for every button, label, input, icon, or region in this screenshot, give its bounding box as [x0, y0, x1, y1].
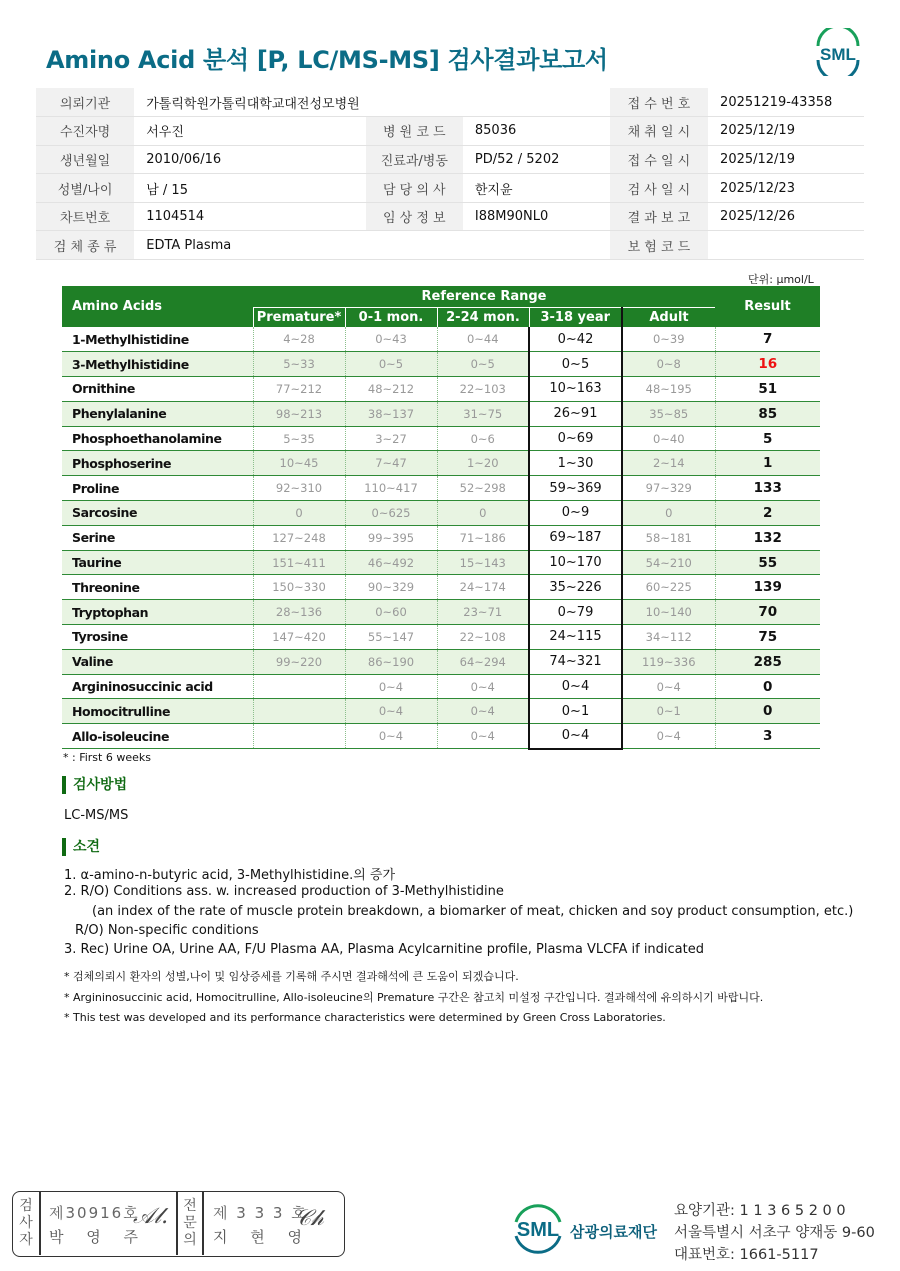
reference-range-cell: 98~213: [253, 401, 345, 426]
reference-range-cell: 69~187: [529, 525, 622, 550]
specialist-signature: 𝒞𝒽: [295, 1206, 324, 1231]
org-code: 요양기관: 1 1 3 6 5 2 0 0: [674, 1203, 846, 1219]
result-value: 139: [715, 575, 820, 600]
specialist-name: 지 현 영: [213, 1228, 312, 1246]
reference-range-cell: 1~30: [529, 451, 622, 476]
table-row: [62, 401, 820, 426]
reference-range-cell: 0~79: [529, 600, 622, 625]
footnote: * : First 6 weeks: [63, 751, 151, 764]
reference-range-cell: 10~170: [529, 550, 622, 575]
org-phone: 대표번호: 1661-5117: [674, 1247, 819, 1263]
info-label: 생년월일: [36, 145, 134, 174]
result-value: 0: [715, 674, 820, 699]
table-row: [62, 724, 820, 749]
amino-acid-name: 1-Methylhistidine: [62, 327, 253, 352]
table-row: [62, 352, 820, 377]
reference-range-cell: 0~6: [437, 426, 529, 451]
table-row: [62, 476, 820, 501]
reference-range-cell: 10~45: [253, 451, 345, 476]
info-row: [36, 202, 864, 231]
col-ref-subheader: 2-24 mon.: [437, 307, 529, 327]
reference-range-cell: 34~112: [622, 625, 715, 650]
reference-range-cell: 92~310: [253, 476, 345, 501]
reference-range-cell: 0~4: [622, 724, 715, 749]
reference-range-cell: 35~226: [529, 575, 622, 600]
reference-range-cell: 0~4: [437, 674, 529, 699]
reference-range-cell: 2~14: [622, 451, 715, 476]
amino-acid-name: 3-Methylhistidine: [62, 352, 253, 377]
info-row: [36, 145, 864, 174]
signature-box: [12, 1191, 345, 1257]
table-row: [62, 426, 820, 451]
reference-range-cell: 59~369: [529, 476, 622, 501]
table-row: [62, 699, 820, 724]
info-label: 담 당 의 사: [366, 174, 463, 203]
method-text: LC-MS/MS: [64, 808, 129, 823]
amino-acid-name: Taurine: [62, 550, 253, 575]
reference-range-cell: 0~625: [345, 501, 437, 526]
table-row: [62, 649, 820, 674]
result-value: 55: [715, 550, 820, 575]
info-label: 진료과/병동: [366, 145, 463, 174]
reference-range-cell: 7~47: [345, 451, 437, 476]
report-title: Amino Acid 분석 [P, LC/MS-MS] 검사결과보고서: [46, 46, 608, 74]
result-value: 133: [715, 476, 820, 501]
info-label: [366, 231, 463, 260]
table-row: [62, 525, 820, 550]
result-value: 51: [715, 377, 820, 402]
table-row: [62, 550, 820, 575]
method-heading: 검사방법: [62, 776, 127, 794]
table-row: [62, 377, 820, 402]
info-label: 의뢰기관: [36, 88, 134, 117]
info-value: I88M90NL0: [463, 202, 610, 231]
result-value: 75: [715, 625, 820, 650]
finding-line: 2. R/O) Conditions ass. w. increased production of 3-Methylhistidine: [64, 884, 504, 899]
info-value: [463, 231, 610, 260]
reference-range-cell: 48~212: [345, 377, 437, 402]
result-value: 16: [715, 352, 820, 377]
amino-acid-name: Phosphoserine: [62, 451, 253, 476]
reference-range-cell: [253, 724, 345, 749]
reference-range-cell: 35~85: [622, 401, 715, 426]
reference-range-cell: 0~4: [345, 674, 437, 699]
reference-range-cell: 0~1: [529, 699, 622, 724]
reference-range-cell: 0~4: [529, 674, 622, 699]
amino-acid-name: Proline: [62, 476, 253, 501]
table-row: [62, 600, 820, 625]
specialist-license: 제 3 3 3 호: [213, 1204, 308, 1222]
reference-range-cell: 0~4: [622, 674, 715, 699]
amino-acid-name: Phenylalanine: [62, 401, 253, 426]
reference-range-cell: 5~33: [253, 352, 345, 377]
reference-range-cell: 23~71: [437, 600, 529, 625]
reference-range-cell: 0~1: [622, 699, 715, 724]
reference-range-cell: 24~174: [437, 575, 529, 600]
result-value: 7: [715, 327, 820, 352]
organization-name: 삼광의료재단: [570, 1223, 657, 1241]
reference-range-cell: 46~492: [345, 550, 437, 575]
info-label: 병 원 코 드: [366, 117, 463, 146]
reference-range-cell: 0~60: [345, 600, 437, 625]
examiner-signature: 𝒜𝓁.: [133, 1204, 169, 1229]
reference-range-cell: 0~43: [345, 327, 437, 352]
note-line: * This test was developed and its performance characteristics were determined by Green Cross Laboratories.: [64, 1011, 666, 1024]
reference-range-cell: 0~69: [529, 426, 622, 451]
svg-text:SML: SML: [820, 45, 856, 64]
col-result: Result: [715, 286, 820, 327]
info-label: 접 수 일 시: [610, 145, 708, 174]
col-ref-subheader: Adult: [622, 307, 715, 327]
info-label: [366, 88, 463, 117]
info-label: 보 험 코 드: [610, 231, 708, 260]
info-row: [36, 174, 864, 203]
result-value: 132: [715, 525, 820, 550]
result-value: 5: [715, 426, 820, 451]
amino-acid-name: Phosphoethanolamine: [62, 426, 253, 451]
reference-range-cell: 147~420: [253, 625, 345, 650]
reference-range-cell: 3~27: [345, 426, 437, 451]
info-value: 2025/12/23: [708, 174, 864, 203]
reference-range-cell: 86~190: [345, 649, 437, 674]
reference-range-cell: 90~329: [345, 575, 437, 600]
reference-range-cell: 15~143: [437, 550, 529, 575]
info-value: 가톨릭학원가톨릭대학교대전성모병원: [134, 88, 366, 117]
info-value: 1104514: [134, 202, 366, 231]
reference-range-cell: 1~20: [437, 451, 529, 476]
reference-range-cell: [253, 699, 345, 724]
col-reference-range: Reference Range: [253, 286, 715, 307]
reference-range-cell: 0~39: [622, 327, 715, 352]
info-row: [36, 117, 864, 146]
result-value: 70: [715, 600, 820, 625]
note-line: * Argininosuccinic acid, Homocitrulline, Allo-isoleucine의 Premature 구간은 참고치 미설정 구간입니다. 결과해석에 유의하시기 바랍니다.: [64, 991, 764, 1004]
reference-range-cell: 60~225: [622, 575, 715, 600]
reference-range-cell: 127~248: [253, 525, 345, 550]
info-value: 20251219-43358: [708, 88, 864, 117]
reference-range-cell: 99~395: [345, 525, 437, 550]
reference-range-cell: 0~5: [529, 352, 622, 377]
result-value: 1: [715, 451, 820, 476]
reference-range-cell: 0: [622, 501, 715, 526]
amino-acid-results-table: [62, 286, 820, 750]
reference-range-cell: 48~195: [622, 377, 715, 402]
info-value: 85036: [463, 117, 610, 146]
finding-line: 1. α-amino-n-butyric acid, 3-Methylhistidine.의 증가: [64, 868, 396, 883]
info-label: 임 상 정 보: [366, 202, 463, 231]
reference-range-cell: 0: [253, 501, 345, 526]
reference-range-cell: 10~163: [529, 377, 622, 402]
reference-range-cell: 0~5: [345, 352, 437, 377]
table-row: [62, 327, 820, 352]
reference-range-cell: 0~9: [529, 501, 622, 526]
examiner-label: 검사자: [19, 1198, 33, 1248]
reference-range-cell: 0~40: [622, 426, 715, 451]
info-value: [708, 231, 864, 260]
info-label: 검 체 종 류: [36, 231, 134, 260]
info-label: 검 사 일 시: [610, 174, 708, 203]
examiner-name: 박 영 주: [49, 1228, 148, 1246]
result-value: 2: [715, 501, 820, 526]
reference-range-cell: 38~137: [345, 401, 437, 426]
result-value: 0: [715, 699, 820, 724]
reference-range-cell: 24~115: [529, 625, 622, 650]
reference-range-cell: 0~8: [622, 352, 715, 377]
reference-range-cell: 77~212: [253, 377, 345, 402]
reference-range-cell: [253, 674, 345, 699]
info-label: 수진자명: [36, 117, 134, 146]
amino-acid-name: Homocitrulline: [62, 699, 253, 724]
reference-range-cell: 52~298: [437, 476, 529, 501]
amino-acid-name: Tyrosine: [62, 625, 253, 650]
info-value: [463, 88, 610, 117]
reference-range-cell: 151~411: [253, 550, 345, 575]
col-ref-subheader: 0-1 mon.: [345, 307, 437, 327]
reference-range-cell: 58~181: [622, 525, 715, 550]
amino-acid-name: Valine: [62, 649, 253, 674]
examiner-license: 제30916호: [49, 1204, 140, 1222]
info-value: 남 / 15: [134, 174, 366, 203]
finding-line: (an index of the rate of muscle protein breakdown, a biomarker of meat, chicken and soy product consumption, etc.): [92, 904, 854, 919]
info-label: 차트번호: [36, 202, 134, 231]
info-value: 한지윤: [463, 174, 610, 203]
reference-range-cell: 0: [437, 501, 529, 526]
unit-label: 단위: μmol/L: [748, 273, 814, 286]
amino-acid-name: Argininosuccinic acid: [62, 674, 253, 699]
reference-range-cell: 26~91: [529, 401, 622, 426]
col-amino-acids: Amino Acids: [62, 286, 253, 327]
table-row: [62, 501, 820, 526]
reference-range-cell: 99~220: [253, 649, 345, 674]
info-row: [36, 231, 864, 260]
finding-line: 3. Rec) Urine OA, Urine AA, F/U Plasma AA, Plasma Acylcarnitine profile, Plasma VLCFA if indicated: [64, 942, 704, 957]
reference-range-cell: 71~186: [437, 525, 529, 550]
table-row: [62, 451, 820, 476]
result-value: 3: [715, 724, 820, 749]
reference-range-cell: 0~4: [529, 724, 622, 749]
info-value: 2010/06/16: [134, 145, 366, 174]
reference-range-cell: 0~4: [437, 724, 529, 749]
specialist-label: 전문의: [183, 1198, 197, 1248]
reference-range-cell: 150~330: [253, 575, 345, 600]
info-label: 채 취 일 시: [610, 117, 708, 146]
info-label: 성별/나이: [36, 174, 134, 203]
reference-range-cell: 31~75: [437, 401, 529, 426]
table-row: [62, 674, 820, 699]
reference-range-cell: 0~42: [529, 327, 622, 352]
table-row: [62, 625, 820, 650]
result-value: 85: [715, 401, 820, 426]
reference-range-cell: 119~336: [622, 649, 715, 674]
info-row: [36, 88, 864, 117]
amino-acid-name: Sarcosine: [62, 501, 253, 526]
info-value: EDTA Plasma: [134, 231, 366, 260]
sml-logo: [812, 28, 864, 76]
reference-range-cell: 28~136: [253, 600, 345, 625]
reference-range-cell: 0~4: [345, 699, 437, 724]
amino-acid-name: Ornithine: [62, 377, 253, 402]
col-ref-subheader: 3-18 year: [529, 307, 622, 327]
reference-range-cell: 0~4: [437, 699, 529, 724]
result-value: 285: [715, 649, 820, 674]
reference-range-cell: 0~44: [437, 327, 529, 352]
patient-info-table: [36, 88, 864, 260]
reference-range-cell: 4~28: [253, 327, 345, 352]
reference-range-cell: 22~108: [437, 625, 529, 650]
reference-range-cell: 0~4: [345, 724, 437, 749]
finding-line: R/O) Non-specific conditions: [75, 923, 259, 938]
findings-heading: 소견: [62, 838, 100, 856]
reference-range-cell: 5~35: [253, 426, 345, 451]
reference-range-cell: 0~5: [437, 352, 529, 377]
reference-range-cell: 10~140: [622, 600, 715, 625]
info-value: 2025/12/19: [708, 145, 864, 174]
reference-range-cell: 74~321: [529, 649, 622, 674]
info-label: 결 과 보 고: [610, 202, 708, 231]
org-address: 서울특별시 서초구 양재동 9-60: [674, 1225, 875, 1241]
amino-acid-name: Threonine: [62, 575, 253, 600]
info-value: 2025/12/19: [708, 117, 864, 146]
amino-acid-name: Allo-isoleucine: [62, 724, 253, 749]
reference-range-cell: 97~329: [622, 476, 715, 501]
reference-range-cell: 55~147: [345, 625, 437, 650]
amino-acid-name: Tryptophan: [62, 600, 253, 625]
col-ref-subheader: Premature*: [253, 307, 345, 327]
sml-logo-bottom: [508, 1198, 568, 1258]
reference-range-cell: 22~103: [437, 377, 529, 402]
note-line: * 검체의뢰시 환자의 성별,나이 및 임상증세를 기록해 주시면 결과해석에 큰 도움이 되겠습니다.: [64, 970, 519, 983]
amino-acid-name: Serine: [62, 525, 253, 550]
info-label: 접 수 번 호: [610, 88, 708, 117]
reference-range-cell: 54~210: [622, 550, 715, 575]
svg-text:SML: SML: [516, 1219, 560, 1241]
info-value: 서우진: [134, 117, 366, 146]
table-row: [62, 575, 820, 600]
reference-range-cell: 110~417: [345, 476, 437, 501]
info-value: PD/52 / 5202: [463, 145, 610, 174]
info-value: 2025/12/26: [708, 202, 864, 231]
reference-range-cell: 64~294: [437, 649, 529, 674]
